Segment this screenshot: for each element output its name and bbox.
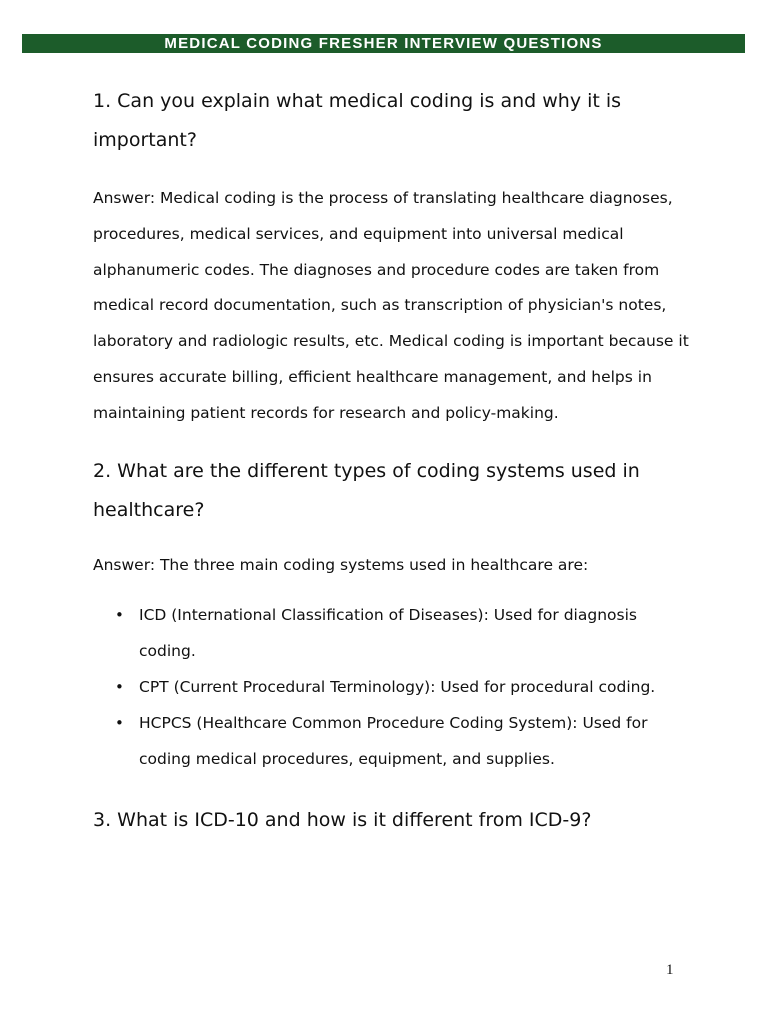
list-item xyxy=(93,705,693,777)
list-item-text: ICD (International Classification of Diseases): Used for diagnosis coding. xyxy=(139,606,637,661)
question-1: 1. Can you explain what medical coding is and why it is important? xyxy=(93,90,622,151)
coding-systems-list xyxy=(93,597,693,777)
list-item-text: CPT (Current Procedural Terminology): Used for procedural coding. xyxy=(139,678,656,697)
list-item xyxy=(93,597,693,669)
document-title: MEDICAL CODING FRESHER INTERVIEW QUESTIONS xyxy=(164,35,603,52)
bullet-icon: • xyxy=(115,714,124,733)
answer-2: Answer: The three main coding systems used in healthcare are: xyxy=(93,555,589,574)
page-number: 1 xyxy=(666,962,674,978)
question-3: 3. What is ICD-10 and how is it different from ICD-9? xyxy=(93,809,592,832)
question-2: 2. What are the different types of coding systems used in healthcare? xyxy=(93,459,640,521)
document-body xyxy=(93,82,693,840)
answer-1: Answer: Medical coding is the process of translating healthcare diagnoses, procedures, medical services, and equipment into universal medical alphanumeric codes. The diagnoses and procedure codes are taken from medical record documentation, such as transcription of physician's notes, laboratory and radiologic results, etc. Medical coding is important because it ensures accurate billing, efficient healthcare management, and helps in maintaining patient records for research and policy-making. xyxy=(93,189,689,422)
document-header-bar xyxy=(22,34,745,53)
bullet-icon: • xyxy=(115,678,124,697)
list-item-text: HCPCS (Healthcare Common Procedure Coding System): Used for coding medical procedures, equipment, and supplies. xyxy=(139,714,648,769)
list-item xyxy=(93,669,693,705)
bullet-icon: • xyxy=(115,606,124,625)
